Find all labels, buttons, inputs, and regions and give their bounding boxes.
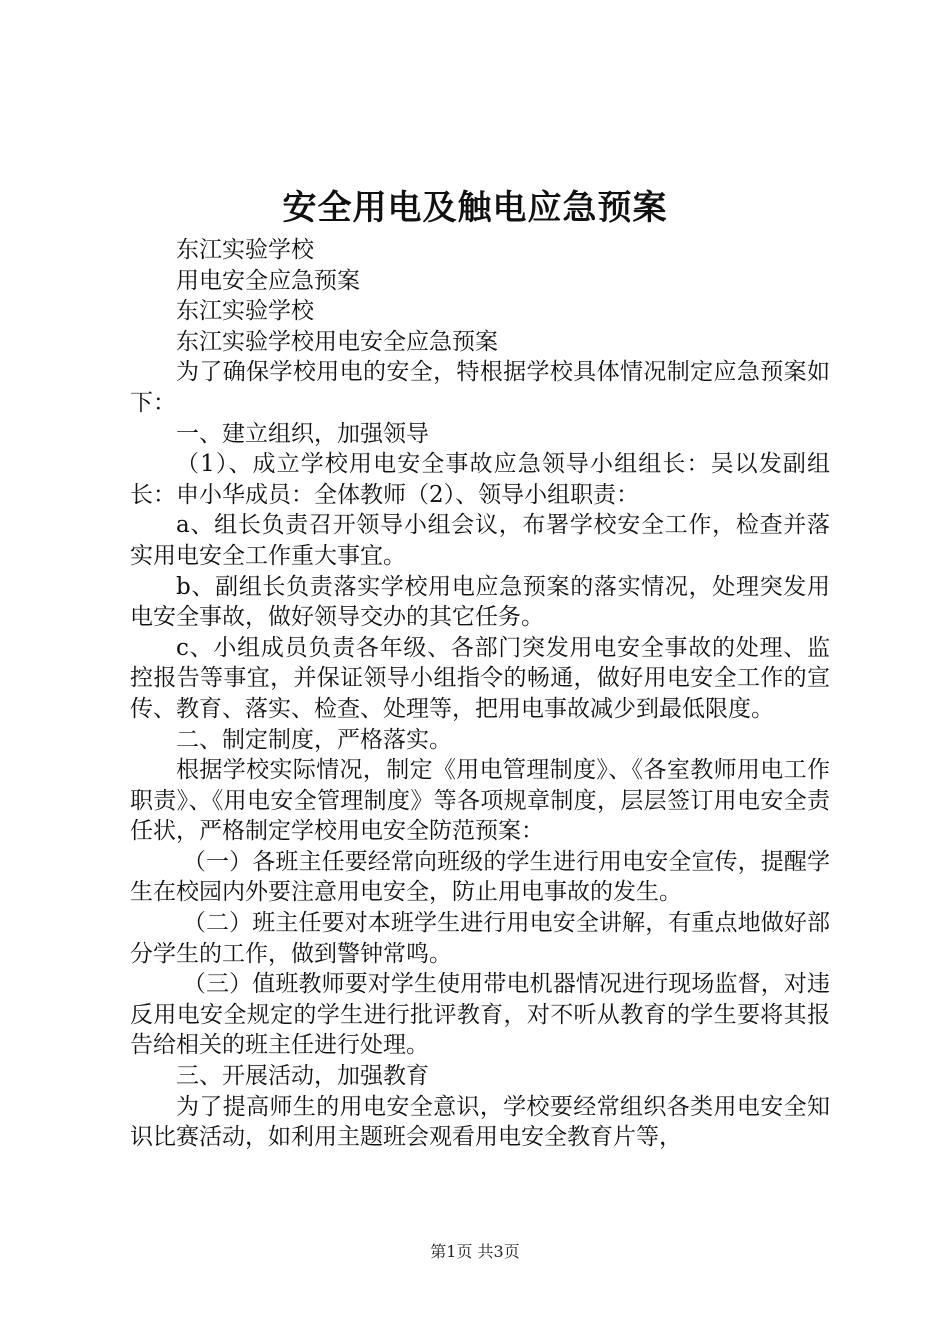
paragraph-leadership-group: （1）、成立学校用电安全事故应急领导小组组长：吴以发副组长：申小华成员：全体教师（2）、领导小组职责： xyxy=(130,451,830,508)
section-heading-2: 二、制定制度，严格落实。 xyxy=(176,726,452,753)
section-heading-3: 三、开展活动，加强教育 xyxy=(176,1063,429,1090)
page-footer: 第1页 共3页 xyxy=(430,1242,520,1261)
section-heading-1: 一、建立组织，加强领导 xyxy=(176,420,429,447)
paragraph-duty-a: a、组长负责召开领导小组会议，布署学校安全工作，检查并落实用电安全工作重大事宜。 xyxy=(130,512,830,569)
paragraph-plan-name: 用电安全应急预案 xyxy=(176,267,360,294)
paragraph-full-plan-name: 东江实验学校用电安全应急预案 xyxy=(176,328,498,355)
paragraph-regulations: 根据学校实际情况，制定《用电管理制度》、《各室教师用电工作职责》、《用电安全管理制度》等各项规章制度，层层签订用电安全责任状，严格制定学校用电安全防范预案： xyxy=(130,757,830,845)
paragraph-activities: 为了提高师生的用电安全意识，学校要经常组织各类用电安全知识比赛活动，如利用主题班会观看用电安全教育片等， xyxy=(130,1093,830,1151)
paragraph-school-name: 东江实验学校 xyxy=(176,237,314,263)
paragraph-duty-c: c、小组成员负责各年级、各部门突发用电安全事故的处理、监控报告等事宜，并保证领导小组指令的畅通，做好用电安全工作的宣传、教育、落实、检查、处理等，把用电事故减少到最低限度。 xyxy=(130,634,830,722)
paragraph-measure-2: （二）班主任要对本班学生进行用电安全讲解，有重点地做好部分学生的工作，做到警钟常鸣。 xyxy=(130,910,830,967)
paragraph-measure-3: （三）值班教师要对学生使用带电机器情况进行现场监督，对违反用电安全规定的学生进行批评教育，对不听从教育的学生要将其报告给相关的班主任进行处理。 xyxy=(130,971,830,1059)
document-body xyxy=(130,235,830,1153)
paragraph-school-name-repeat: 东江实验学校 xyxy=(176,298,314,325)
paragraph-measure-1: （一）各班主任要经常向班级的学生进行用电安全宣传，提醒学生在校园内外要注意用电安全，防止用电事故的发生。 xyxy=(130,848,830,906)
paragraph-duty-b: b、副组长负责落实学校用电应急预案的落实情况，处理突发用电安全事故，做好领导交办的其它任务。 xyxy=(130,573,830,631)
paragraph-intro: 为了确保学校用电的安全，特根据学校具体情况制定应急预案如下： xyxy=(130,359,830,416)
document-title: 安全用电及触电应急预案 xyxy=(282,188,668,228)
